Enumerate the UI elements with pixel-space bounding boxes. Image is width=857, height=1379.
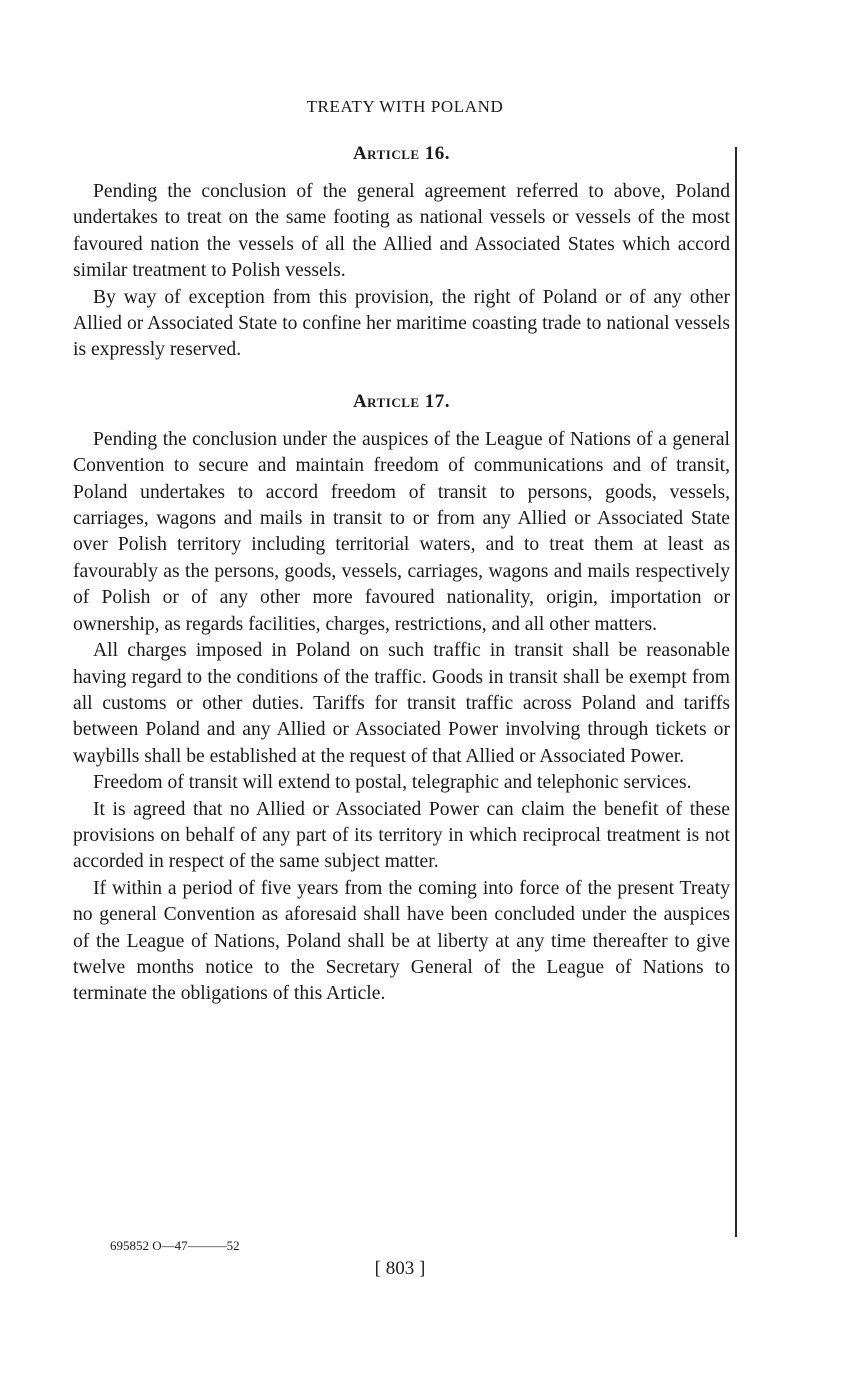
article-16-paragraph-1: Pending the conclusion of the general agreement referred to above, Poland undertakes to treat on the same footing as national vessels or vessels of the most favoured nation the vessels of all the Allied and Associated States which accord similar treatment to Polish vessels.	[73, 181, 730, 282]
article-17-heading: Article 17.	[352, 390, 451, 412]
running-head: TREATY WITH POLAND	[306, 97, 504, 116]
article-17-paragraph-4: It is agreed that no Allied or Associated Power can claim the benefit of these provisions on behalf of any part of its territory in which reciprocal treatment is not accorded in respect of the same subject matter.	[73, 798, 730, 873]
article-17-paragraph-2: All charges imposed in Poland on such traffic in transit shall be reasonable having regard to the conditions of the traffic. Goods in transit shall be exempt from all customs or other duties. Tariffs for transit traffic across Poland and tariffs between Poland and any Allied or Associated Power involving through tickets or waybills shall be established at the request of that Allied or Associated Power.	[73, 640, 730, 767]
page-body	[73, 141, 730, 1008]
print-code: 695852 O—47———52	[110, 1238, 240, 1253]
margin-rule	[735, 147, 737, 1237]
article-17-paragraph-1: Pending the conclusion under the auspices of the League of Nations of a general Convention to secure and maintain freedom of communications and of transit, Poland undertakes to accord freedom of transit to persons, goods, vessels, carriages, wagons and mails in transit to or from any Allied or Associated State over Polish territory including territorial waters, and to treat them at least as favourably as the persons, goods, vessels, carriages, wagons and mails respectively of Polish or of any other more favoured nationality, origin, importation or ownership, as regards facilities, charges, restrictions, and all other matters.	[73, 428, 730, 635]
article-16-paragraph-2: By way of exception from this provision, the right of Poland or of any other Allied or Associated State to confine her maritime coasting trade to national vessels is expressly reserved.	[73, 286, 730, 361]
article-16-heading: Article 16.	[352, 143, 451, 164]
article-17-paragraph-5: If within a period of five years from the coming into force of the present Treaty no general Convention as aforesaid shall have been concluded under the auspices of the League of Nations, Poland shall be at liberty at any time thereafter to give twelve months notice to the Secretary General of the League of Nations to terminate the obligations of this Article.	[73, 877, 730, 1005]
page-number: [ 803 ]	[374, 1258, 426, 1279]
article-17-paragraph-3: Freedom of transit will extend to postal, telegraphic and telephonic services.	[93, 772, 692, 794]
